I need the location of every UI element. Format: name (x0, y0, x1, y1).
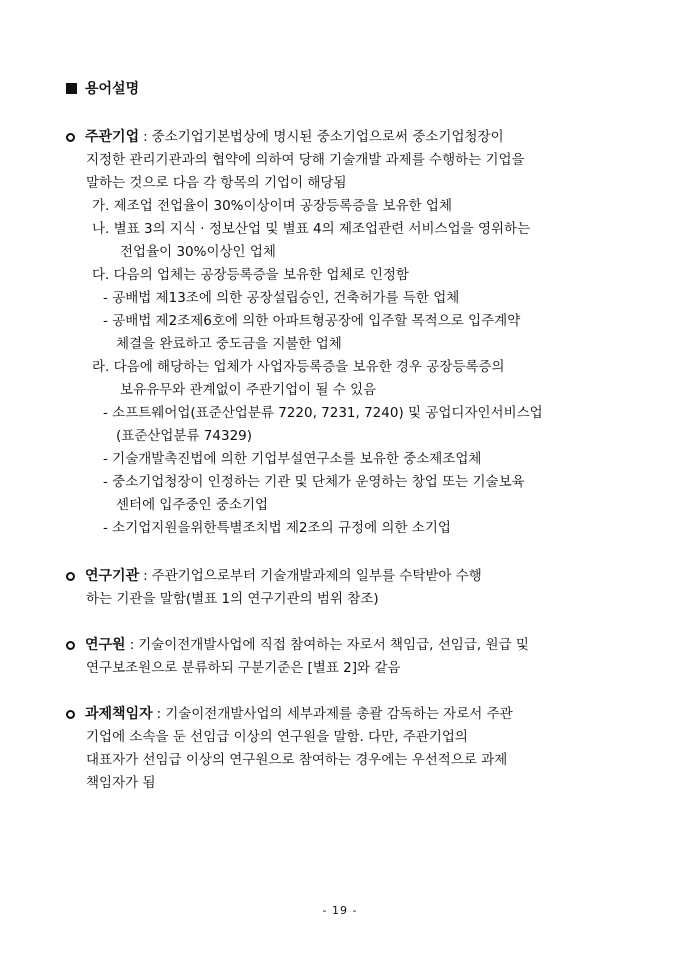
term-separator: : (143, 568, 148, 584)
sub-list-item-continuation: 센터에 입주중인 중소기업 (116, 497, 269, 513)
definition-line: 하는 기관을 말함(별표 1의 연구기관의 범위 참조) (86, 591, 379, 607)
definition-line: 말하는 것으로 다음 각 항목의 기업이 해당됨 (86, 175, 347, 191)
definition-line: 지정한 관리기관과의 협약에 의하여 당해 기술개발 과제를 수행하는 기업을 (86, 152, 525, 168)
definition-line: 대표자가 선임급 이상의 연구원으로 참여하는 경우에는 우선적으로 과제 (86, 752, 508, 768)
list-item: 가. 제조업 전업율이 30%이상이며 공장등록증을 보유한 업체 (92, 198, 452, 214)
sub-list-item: - 기술개발촉진법에 의한 기업부설연구소를 보유한 중소제조업체 (103, 451, 482, 467)
sub-list-item: - 공배법 제13조에 의한 공장설립승인, 건축허가를 득한 업체 (103, 290, 460, 306)
term-research-org (66, 567, 482, 585)
list-item: 나. 별표 3의 지식 · 정보산업 및 별표 4의 제조업관련 서비스업을 영위하는 (92, 221, 531, 237)
term-separator: : (129, 637, 135, 653)
term-host (66, 128, 504, 146)
list-item: 라. 다음에 해당하는 업체가 사업자등록증을 보유한 경우 공장등록증의 (92, 359, 505, 375)
term-separator: : (143, 129, 148, 145)
term-label: 연구원 (85, 637, 126, 653)
circle-bullet-icon (66, 710, 75, 719)
black-square-icon (66, 83, 77, 94)
sub-list-item: - 소기업지원을위한특별조치법 제2조의 규정에 의한 소기업 (103, 520, 451, 536)
term-label: 과제책임자 (85, 706, 153, 722)
term-label: 주관기업 (85, 129, 140, 145)
sub-list-item: - 중소기업청장이 인정하는 기관 및 단체가 운영하는 창업 또는 기술보육 (103, 474, 525, 490)
term-separator: : (156, 706, 162, 722)
section-heading (66, 80, 139, 98)
definition-line: 연구보조원으로 분류하되 구분기준은 [별표 2]와 같음 (86, 660, 401, 676)
list-item-continuation: 보유유무와 관계없이 주관기업이 될 수 있음 (120, 382, 377, 398)
term-definition: 중소기업기본법상에 명시된 중소기업으로써 중소기업청장이 (151, 129, 504, 145)
heading-text: 용어설명 (85, 81, 140, 97)
sub-list-item-continuation: (표준산업분류 74329) (116, 428, 253, 444)
sub-list-item: - 공배법 제2조제6호에 의한 아파트형공장에 입주할 목적으로 입주계약 (103, 313, 521, 329)
term-definition: 주관기업으로부터 기술개발과제의 일부를 수탁받아 수행 (151, 568, 482, 584)
list-item-continuation: 전업율이 30%이상인 업체 (120, 244, 276, 260)
page-number: - 19 - (322, 904, 358, 917)
term-definition: 기술이전개발사업의 세부과제를 총괄 감독하는 자로서 주관 (165, 706, 513, 722)
sub-list-item: - 소프트웨어업(표준산업분류 7220, 7231, 7240) 및 공업디자인서비스업 (103, 405, 543, 421)
term-pi (66, 705, 513, 723)
circle-bullet-icon (66, 133, 75, 142)
term-researcher (66, 636, 529, 654)
circle-bullet-icon (66, 641, 75, 650)
circle-bullet-icon (66, 572, 75, 581)
list-item: 다. 다음의 업체는 공장등록증을 보유한 업체로 인정함 (92, 267, 409, 283)
sub-list-item-continuation: 체결을 완료하고 중도금을 지불한 업체 (116, 336, 342, 352)
term-definition: 기술이전개발사업에 직접 참여하는 자로서 책임급, 선임급, 원급 및 (138, 637, 529, 653)
definition-line: 기업에 소속을 둔 선임급 이상의 연구원을 말함. 다만, 주관기업의 (86, 729, 468, 745)
term-label: 연구기관 (85, 568, 140, 584)
definition-line: 책임자가 됨 (86, 775, 156, 791)
